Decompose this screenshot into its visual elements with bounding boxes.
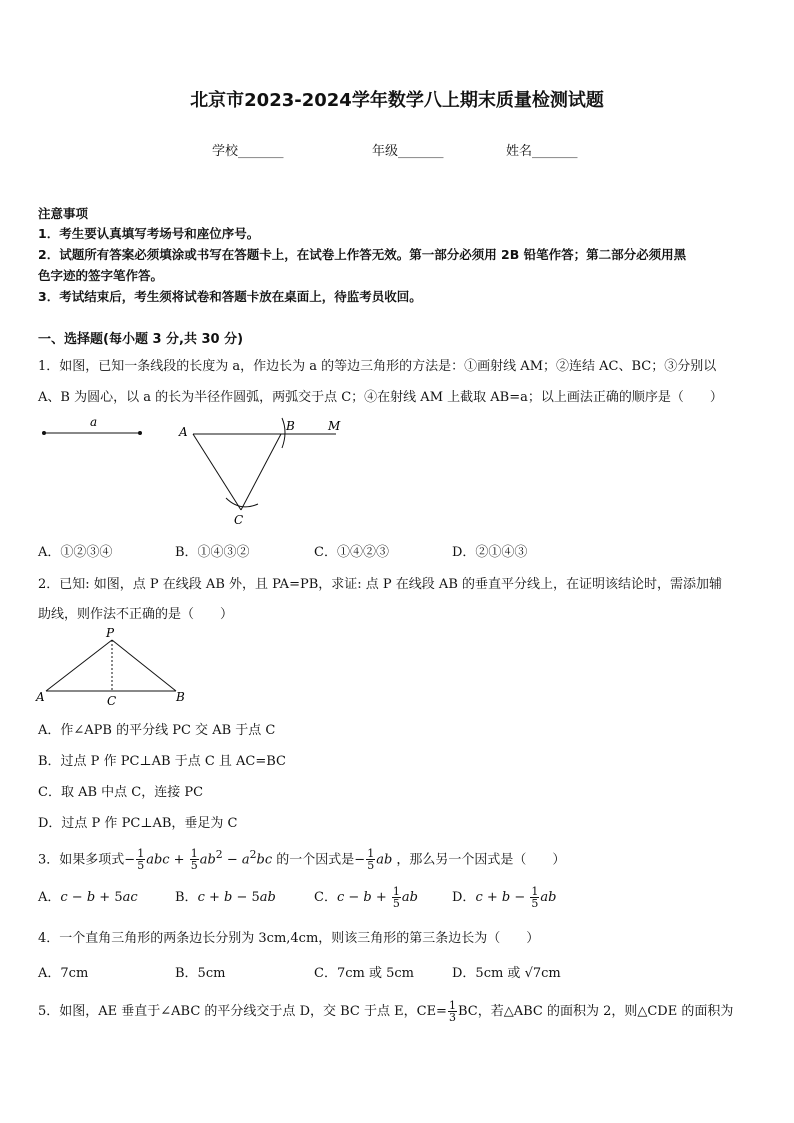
label-a: a [90, 415, 98, 429]
label-B: B [286, 419, 295, 433]
fraction: $\frac{1}{5}$ [137, 847, 145, 873]
side-pb [112, 640, 176, 691]
side-bc [241, 434, 281, 510]
notice-item-3: 3．考试结束后，考生须将试卷和答题卡放在桌面上，待监考员收回。 [38, 289, 422, 304]
q1-line1: 1．如图，已知一条线段的长度为 a，作边长为 a 的等边三角形的方法是：①画射线 AM；②连结 AC、BC；③分别以 [38, 359, 717, 374]
notice-heading: 注意事项 [38, 206, 89, 221]
q5-prefix: 5．如图，AE 垂直于∠ABC 的平分线交于点 D，交 BC 于点 E，CE= [38, 1004, 447, 1019]
q2-option-a[interactable]: A．作∠APB 的平分线 PC 交 AB 于点 C [38, 723, 276, 738]
q3-option-c[interactable]: C．c − b + $\frac{1}{5}$ ab [314, 885, 418, 910]
q1-option-d[interactable]: D．②①④③ [452, 545, 528, 560]
label-M: M [328, 419, 341, 433]
label-A: A [36, 690, 45, 704]
q3-option-a[interactable]: A．c − b + 5ac [38, 890, 138, 905]
fraction: $\frac{1}{5}$ [190, 847, 198, 873]
q5-suffix: BC，若△ABC 的面积为 2，则△CDE 的面积为 [457, 1004, 734, 1019]
q3-option-b[interactable]: B．c + b − 5ab [175, 890, 276, 905]
label-C: C [234, 513, 244, 527]
q1-option-a[interactable]: A．①②③④ [38, 545, 113, 560]
q3-option-d[interactable]: D．c + b − $\frac{1}{5}$ ab [452, 885, 557, 910]
fraction: $\frac{1}{5}$ [367, 847, 375, 873]
q3-suffix: ，那么另一个因式是（ ） [396, 852, 566, 868]
fraction: $\frac{1}{5}$ [392, 885, 400, 910]
q2-option-c[interactable]: C．取 AB 中点 C，连接 PC [38, 785, 204, 800]
segment-a-endpoint [138, 431, 142, 435]
q1-option-b[interactable]: B．①④③② [175, 545, 250, 560]
q1-line2: A、B 为圆心，以 a 的长为半径作圆弧，两弧交于点 C；④在射线 AM 上截取 AB=a；以上画法正确的顺序是（ ） [38, 390, 723, 405]
label-P: P [106, 626, 115, 640]
side-pa [46, 640, 112, 691]
page-title: 北京市2023-2024学年数学八上期末质量检测试题 [190, 90, 604, 111]
notice-item-1: 1．考生要认真填写考场号和座位序号。 [38, 226, 260, 241]
q4-option-b[interactable]: B．5cm [175, 966, 226, 981]
notice-item-2-cont: 色字迹的签字笔作答。 [38, 268, 164, 283]
q3-prefix: 3．如果多项式 [38, 852, 125, 868]
name-field: 姓名_______ [506, 144, 578, 159]
q2-line2: 助线，则作法不正确的是（ ） [38, 607, 234, 622]
q4-option-a[interactable]: A．7cm [38, 966, 89, 981]
q2-option-b[interactable]: B．过点 P 作 PC⊥AB 于点 C 且 AC=BC [38, 754, 287, 769]
q1-figure [30, 412, 360, 532]
arc-b [282, 418, 285, 448]
q4-line1: 4．一个直角三角形的两条边长分别为 3cm,4cm，则该三角形的第三条边长为（ ） [38, 931, 540, 946]
arc-c [226, 498, 258, 507]
q2-figure [30, 625, 200, 710]
notice-item-2: 2．试题所有答案必须填涂或书写在答题卡上，在试卷上作答无效。第一部分必须用 2B 铅笔作答；第二部分必须用黑 [38, 247, 687, 262]
label-C: C [107, 694, 117, 708]
segment-a-endpoint [42, 431, 46, 435]
label-B: B [176, 690, 185, 704]
q3-mid: 的一个因式是 [276, 852, 355, 868]
q2-line1: 2．已知: 如图，点 P 在线段 AB 外，且 PA=PB，求证: 点 P 在线段 AB 的垂直平分线上，在证明该结论时，需添加辅 [38, 577, 722, 592]
q4-option-d[interactable]: D．5cm 或 √7cm [452, 966, 561, 981]
side-ac [193, 434, 241, 510]
q1-option-c[interactable]: C．①④②③ [314, 545, 389, 560]
school-field: 学校_______ [212, 144, 284, 159]
q4-option-c[interactable]: C．7cm 或 5cm [314, 966, 414, 981]
fraction: $\frac{1}{3}$ [448, 999, 456, 1024]
label-A: A [179, 425, 188, 439]
grade-field: 年级_______ [372, 144, 444, 159]
q3-stem: 3．如果多项式− $\frac{1}{5}$ abc + $\frac{1}{5}$ $ab^2 - a^2bc$ 的一个因式是− $\frac{1}{5}$ ab ，那么另一个因式是（ ） [38, 847, 566, 873]
q2-option-d[interactable]: D．过点 P 作 PC⊥AB，垂足为 C [38, 816, 238, 831]
section-heading: 一、选择题(每小题 3 分,共 30 分) [38, 332, 244, 347]
fraction: $\frac{1}{5}$ [531, 885, 539, 910]
q5-line1 [38, 995, 733, 1029]
